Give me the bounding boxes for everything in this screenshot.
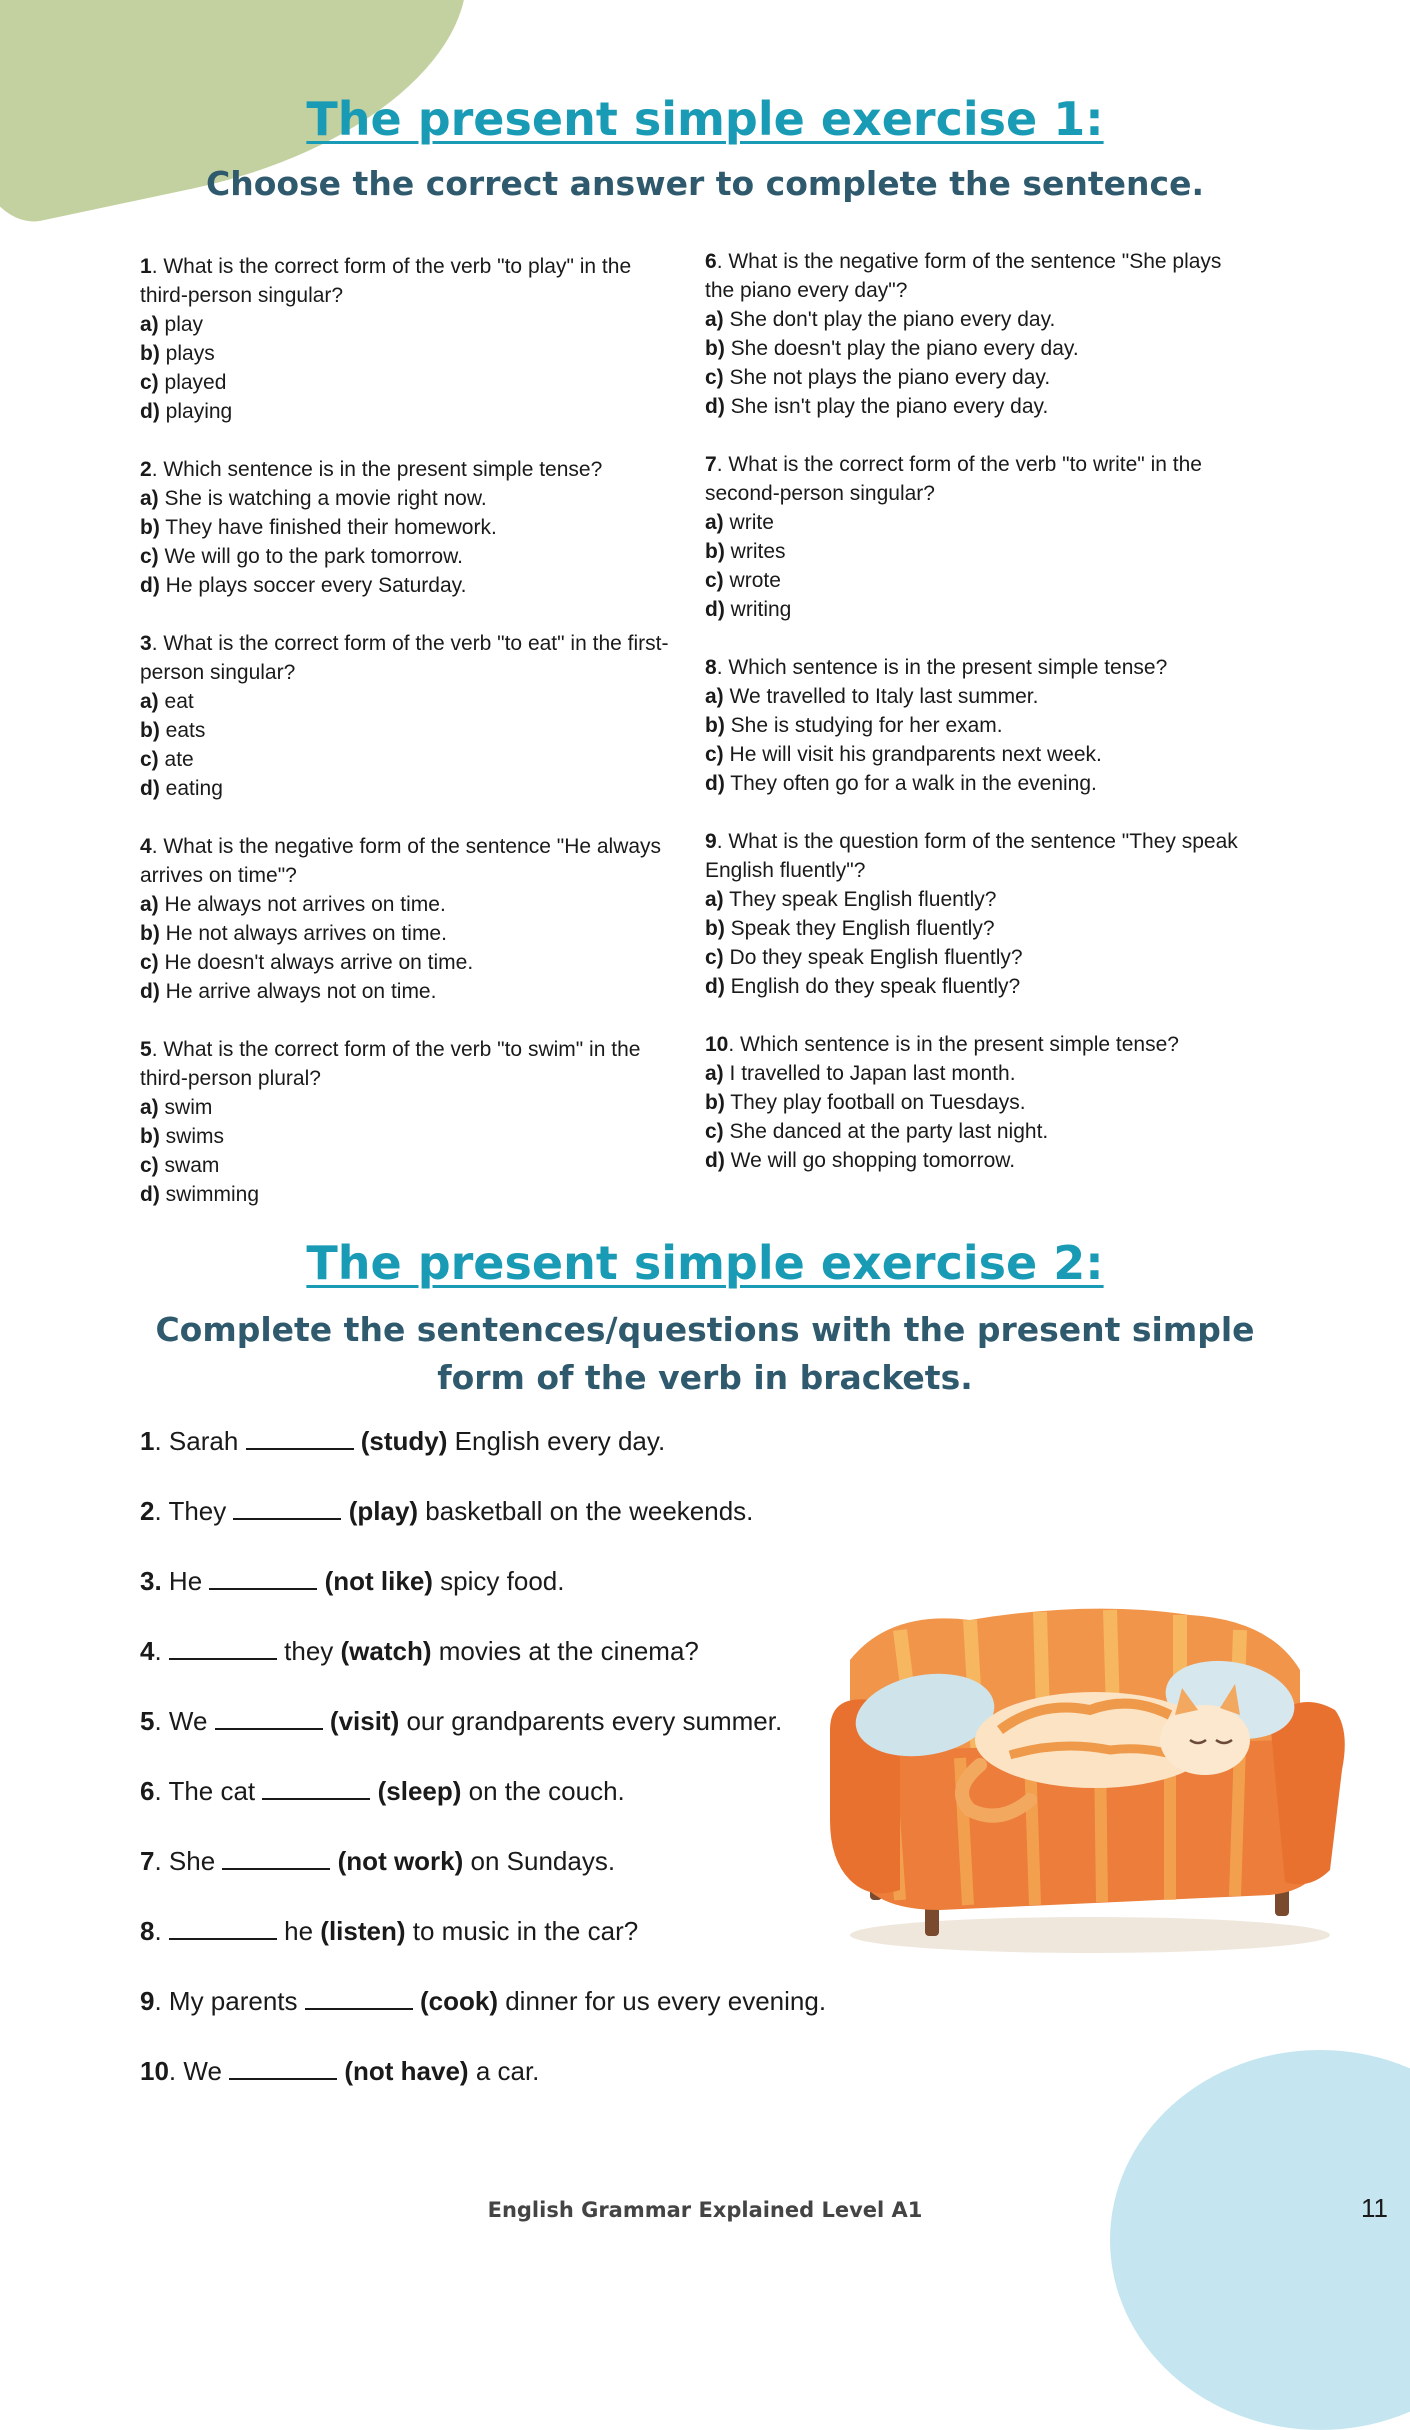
sentence-post: our grandparents every summer. bbox=[399, 1706, 783, 1736]
answer-option bbox=[140, 919, 680, 948]
sentence-number: 1 bbox=[140, 1426, 155, 1456]
question-number: 8 bbox=[705, 656, 717, 679]
answer-option bbox=[140, 310, 680, 339]
answer-option bbox=[140, 1180, 680, 1209]
option-text: He will visit his grandparents next week. bbox=[729, 743, 1102, 766]
question-stem bbox=[705, 1030, 1245, 1059]
option-letter: b) bbox=[705, 337, 725, 360]
sentence-number: 3. bbox=[140, 1566, 162, 1596]
option-letter: a) bbox=[140, 893, 159, 916]
sentence-pre: . We bbox=[154, 1706, 215, 1736]
answer-blank bbox=[262, 1774, 370, 1800]
sentence-item bbox=[140, 1840, 900, 1910]
option-letter: c) bbox=[705, 946, 724, 969]
answer-blank bbox=[215, 1704, 323, 1730]
sentence-item bbox=[140, 1910, 900, 1980]
couch-with-sleeping-cat-icon bbox=[830, 1600, 1350, 1960]
verb-hint: (not work) bbox=[337, 1846, 464, 1876]
option-text: play bbox=[164, 313, 204, 336]
verb-hint: (visit) bbox=[329, 1706, 400, 1736]
option-text: playing bbox=[165, 400, 233, 423]
answer-option bbox=[705, 769, 1245, 798]
option-text: Do they speak English fluently? bbox=[729, 946, 1023, 969]
answer-blank bbox=[229, 2054, 337, 2080]
option-text: write bbox=[729, 511, 774, 534]
sentence-item bbox=[140, 2050, 900, 2120]
option-text: He arrive always not on time. bbox=[165, 980, 437, 1003]
option-text: played bbox=[164, 371, 227, 394]
option-letter: d) bbox=[705, 395, 725, 418]
option-letter: c) bbox=[140, 748, 159, 771]
answer-option bbox=[705, 914, 1245, 943]
sentence-pre: . The cat bbox=[154, 1776, 263, 1806]
question-stem bbox=[705, 827, 1245, 885]
option-text: eating bbox=[165, 777, 223, 800]
option-letter: a) bbox=[705, 511, 724, 534]
answer-option bbox=[705, 334, 1245, 363]
sentence-number: 4 bbox=[140, 1636, 155, 1666]
question-text: . What is the correct form of the verb "to play" in the third-person singular? bbox=[140, 255, 632, 307]
option-letter: b) bbox=[140, 516, 160, 539]
question-stem bbox=[140, 252, 680, 310]
answer-option bbox=[705, 885, 1245, 914]
answer-option bbox=[140, 1093, 680, 1122]
option-letter: a) bbox=[705, 308, 724, 331]
answer-option bbox=[705, 537, 1245, 566]
question-item bbox=[705, 1030, 1245, 1175]
option-letter: b) bbox=[705, 917, 725, 940]
question-stem bbox=[705, 653, 1245, 682]
answer-blank bbox=[169, 1914, 277, 1940]
option-text: ate bbox=[164, 748, 194, 771]
option-text: swim bbox=[164, 1096, 213, 1119]
answer-option bbox=[140, 774, 680, 803]
question-stem bbox=[140, 832, 680, 890]
answer-option bbox=[140, 977, 680, 1006]
question-text: . What is the negative form of the sentence "She plays the piano every day"? bbox=[705, 250, 1222, 302]
question-number: 2 bbox=[140, 458, 152, 481]
answer-option bbox=[140, 687, 680, 716]
question-item bbox=[140, 252, 680, 426]
answer-option bbox=[140, 397, 680, 426]
question-stem bbox=[140, 629, 680, 687]
sentence-post: English every day. bbox=[447, 1426, 666, 1456]
question-number: 7 bbox=[705, 453, 717, 476]
option-text: She don't play the piano every day. bbox=[729, 308, 1056, 331]
verb-hint: (study) bbox=[360, 1426, 448, 1456]
option-letter: d) bbox=[705, 1149, 725, 1172]
exercise1-right-column bbox=[705, 247, 1245, 1204]
option-text: They often go for a walk in the evening. bbox=[730, 772, 1097, 795]
answer-blank bbox=[169, 1634, 277, 1660]
sentence-post: basketball on the weekends. bbox=[418, 1496, 754, 1526]
sentence-post: a car. bbox=[468, 2056, 540, 2086]
answer-option bbox=[705, 943, 1245, 972]
option-letter: a) bbox=[705, 1062, 724, 1085]
option-text: swam bbox=[164, 1154, 220, 1177]
option-text: We will go shopping tomorrow. bbox=[730, 1149, 1016, 1172]
question-text: . What is the correct form of the verb "to swim" in the third-person plural? bbox=[140, 1038, 641, 1090]
answer-option bbox=[140, 948, 680, 977]
verb-hint: (not have) bbox=[344, 2056, 469, 2086]
option-letter: c) bbox=[140, 951, 159, 974]
option-letter: a) bbox=[705, 888, 724, 911]
option-letter: d) bbox=[705, 598, 725, 621]
answer-option bbox=[705, 1059, 1245, 1088]
option-letter: c) bbox=[705, 569, 724, 592]
exercise2-title: The present simple exercise 2: bbox=[306, 1236, 1104, 1290]
option-text: writing bbox=[730, 598, 792, 621]
sentence-pre: . bbox=[154, 1636, 169, 1666]
sentence-number: 8 bbox=[140, 1916, 155, 1946]
answer-blank bbox=[222, 1844, 330, 1870]
answer-option bbox=[705, 305, 1245, 334]
verb-hint: (watch) bbox=[340, 1636, 432, 1666]
question-number: 3 bbox=[140, 632, 152, 655]
answer-option bbox=[140, 1151, 680, 1180]
option-text: wrote bbox=[729, 569, 781, 592]
verb-hint: (sleep) bbox=[377, 1776, 462, 1806]
sentence-item bbox=[140, 1700, 900, 1770]
option-text: She is watching a movie right now. bbox=[164, 487, 487, 510]
option-text: We travelled to Italy last summer. bbox=[729, 685, 1039, 708]
question-text: . What is the correct form of the verb "to write" in the second-person singular? bbox=[705, 453, 1202, 505]
option-text: I travelled to Japan last month. bbox=[729, 1062, 1016, 1085]
answer-blank bbox=[246, 1424, 354, 1450]
question-stem bbox=[705, 247, 1245, 305]
option-text: She danced at the party last night. bbox=[729, 1120, 1049, 1143]
sentence-pre: . She bbox=[154, 1846, 223, 1876]
option-letter: b) bbox=[705, 1091, 725, 1114]
option-text: swimming bbox=[165, 1183, 260, 1206]
option-letter: a) bbox=[140, 313, 159, 336]
answer-option bbox=[705, 711, 1245, 740]
option-letter: a) bbox=[140, 487, 159, 510]
sentence-pre: . My parents bbox=[154, 1986, 305, 2016]
exercise1-subtitle: Choose the correct answer to complete the sentence. bbox=[205, 164, 1205, 203]
option-text: swims bbox=[165, 1125, 224, 1148]
question-number: 6 bbox=[705, 250, 717, 273]
verb-hint: (play) bbox=[348, 1496, 419, 1526]
question-number: 4 bbox=[140, 835, 152, 858]
answer-option bbox=[705, 392, 1245, 421]
option-letter: d) bbox=[140, 980, 160, 1003]
answer-option bbox=[140, 745, 680, 774]
option-text: eat bbox=[164, 690, 194, 713]
option-letter: d) bbox=[140, 1183, 160, 1206]
exercise2-list bbox=[140, 1420, 900, 2120]
sentence-post: movies at the cinema? bbox=[431, 1636, 699, 1666]
sentence-pre: . bbox=[154, 1916, 169, 1946]
answer-option bbox=[705, 972, 1245, 1001]
option-text: plays bbox=[165, 342, 215, 365]
question-text: . Which sentence is in the present simple tense? bbox=[716, 656, 1168, 679]
book-title-footer: English Grammar Explained Level A1 bbox=[487, 2198, 923, 2222]
option-letter: a) bbox=[140, 690, 159, 713]
sentence-item bbox=[140, 1980, 900, 2050]
option-text: They have finished their homework. bbox=[165, 516, 497, 539]
question-number: 9 bbox=[705, 830, 717, 853]
question-number: 5 bbox=[140, 1038, 152, 1061]
answer-option bbox=[140, 339, 680, 368]
option-letter: b) bbox=[140, 719, 160, 742]
option-letter: c) bbox=[140, 545, 159, 568]
decorative-blue-blob bbox=[1110, 2050, 1410, 2430]
question-text: . What is the question form of the sentence "They speak English fluently"? bbox=[705, 830, 1238, 882]
option-letter: b) bbox=[705, 714, 725, 737]
option-letter: c) bbox=[705, 1120, 724, 1143]
question-item bbox=[140, 629, 680, 803]
sentence-number: 10 bbox=[140, 2056, 169, 2086]
option-text: We will go to the park tomorrow. bbox=[164, 545, 463, 568]
option-text: She doesn't play the piano every day. bbox=[730, 337, 1079, 360]
sentence-mid: they bbox=[276, 1636, 341, 1666]
exercise2-subtitle: Complete the sentences/questions with the present simple form of the verb in brackets. bbox=[155, 1310, 1255, 1397]
question-text: . Which sentence is in the present simple tense? bbox=[728, 1033, 1179, 1056]
option-letter: b) bbox=[140, 922, 160, 945]
option-letter: b) bbox=[140, 1125, 160, 1148]
answer-option bbox=[140, 716, 680, 745]
sentence-item bbox=[140, 1490, 900, 1560]
sentence-post: on the couch. bbox=[461, 1776, 625, 1806]
option-letter: c) bbox=[705, 743, 724, 766]
answer-option bbox=[705, 1088, 1245, 1117]
option-text: She not plays the piano every day. bbox=[729, 366, 1051, 389]
answer-option bbox=[705, 740, 1245, 769]
sentence-number: 2 bbox=[140, 1496, 155, 1526]
option-text: Speak they English fluently? bbox=[730, 917, 995, 940]
answer-option bbox=[140, 513, 680, 542]
option-letter: b) bbox=[705, 540, 725, 563]
answer-option bbox=[705, 1146, 1245, 1175]
answer-blank bbox=[233, 1494, 341, 1520]
question-text: . Which sentence is in the present simple tense? bbox=[151, 458, 603, 481]
sentence-number: 6 bbox=[140, 1776, 155, 1806]
sentence-pre: . They bbox=[154, 1496, 234, 1526]
answer-option bbox=[140, 571, 680, 600]
question-number: 10 bbox=[705, 1033, 729, 1056]
sentence-pre: . Sarah bbox=[154, 1426, 246, 1456]
question-text: . What is the correct form of the verb "to eat" in the first-person singular? bbox=[140, 632, 669, 684]
option-text: They play football on Tuesdays. bbox=[730, 1091, 1026, 1114]
option-letter: c) bbox=[140, 1154, 159, 1177]
option-text: eats bbox=[165, 719, 206, 742]
question-item bbox=[140, 832, 680, 1006]
answer-blank bbox=[305, 1984, 413, 2010]
answer-option bbox=[705, 1117, 1245, 1146]
answer-blank bbox=[209, 1564, 317, 1590]
sentence-number: 5 bbox=[140, 1706, 155, 1736]
answer-option bbox=[705, 508, 1245, 537]
verb-hint: (not like) bbox=[324, 1566, 433, 1596]
question-number: 1 bbox=[140, 255, 152, 278]
option-text: He always not arrives on time. bbox=[164, 893, 446, 916]
option-text: They speak English fluently? bbox=[729, 888, 997, 911]
option-text: She isn't play the piano every day. bbox=[730, 395, 1049, 418]
option-letter: d) bbox=[140, 777, 160, 800]
exercise1-title: The present simple exercise 1: bbox=[306, 92, 1104, 146]
question-item bbox=[705, 450, 1245, 624]
option-letter: d) bbox=[705, 772, 725, 795]
option-text: He doesn't always arrive on time. bbox=[164, 951, 474, 974]
option-letter: d) bbox=[705, 975, 725, 998]
question-item bbox=[140, 1035, 680, 1209]
option-text: He not always arrives on time. bbox=[165, 922, 447, 945]
answer-option bbox=[140, 890, 680, 919]
answer-option bbox=[140, 542, 680, 571]
sentence-pre: . We bbox=[168, 2056, 230, 2086]
question-stem bbox=[140, 455, 680, 484]
answer-option bbox=[705, 595, 1245, 624]
question-text: . What is the negative form of the sentence "He always arrives on time"? bbox=[140, 835, 662, 887]
sentence-post: to music in the car? bbox=[405, 1916, 639, 1946]
sentence-number: 7 bbox=[140, 1846, 155, 1876]
sentence-pre: He bbox=[161, 1566, 210, 1596]
option-letter: a) bbox=[705, 685, 724, 708]
answer-option bbox=[140, 484, 680, 513]
question-stem bbox=[140, 1035, 680, 1093]
option-letter: a) bbox=[140, 1096, 159, 1119]
question-item bbox=[705, 653, 1245, 798]
question-item bbox=[705, 827, 1245, 1001]
sentence-item bbox=[140, 1770, 900, 1840]
sentence-post: spicy food. bbox=[432, 1566, 565, 1596]
option-text: writes bbox=[730, 540, 786, 563]
question-item bbox=[140, 455, 680, 600]
sentence-item bbox=[140, 1630, 900, 1700]
page-number: 11 bbox=[1361, 2193, 1388, 2223]
verb-hint: (cook) bbox=[419, 1986, 498, 2016]
verb-hint: (listen) bbox=[320, 1916, 406, 1946]
answer-option bbox=[705, 566, 1245, 595]
option-letter: d) bbox=[140, 574, 160, 597]
option-letter: c) bbox=[140, 371, 159, 394]
sentence-mid: he bbox=[276, 1916, 321, 1946]
answer-option bbox=[140, 1122, 680, 1151]
question-item bbox=[705, 247, 1245, 421]
sentence-post: dinner for us every evening. bbox=[497, 1986, 827, 2016]
sentence-item bbox=[140, 1560, 900, 1630]
option-letter: b) bbox=[140, 342, 160, 365]
answer-option bbox=[140, 368, 680, 397]
answer-option bbox=[705, 363, 1245, 392]
question-stem bbox=[705, 450, 1245, 508]
option-letter: d) bbox=[140, 400, 160, 423]
option-text: He plays soccer every Saturday. bbox=[165, 574, 467, 597]
sentence-item bbox=[140, 1420, 900, 1490]
option-text: English do they speak fluently? bbox=[730, 975, 1021, 998]
answer-option bbox=[705, 682, 1245, 711]
exercise1-left-column bbox=[140, 252, 680, 1238]
sentence-number: 9 bbox=[140, 1986, 155, 2016]
sentence-post: on Sundays. bbox=[463, 1846, 616, 1876]
option-text: She is studying for her exam. bbox=[730, 714, 1003, 737]
option-letter: c) bbox=[705, 366, 724, 389]
